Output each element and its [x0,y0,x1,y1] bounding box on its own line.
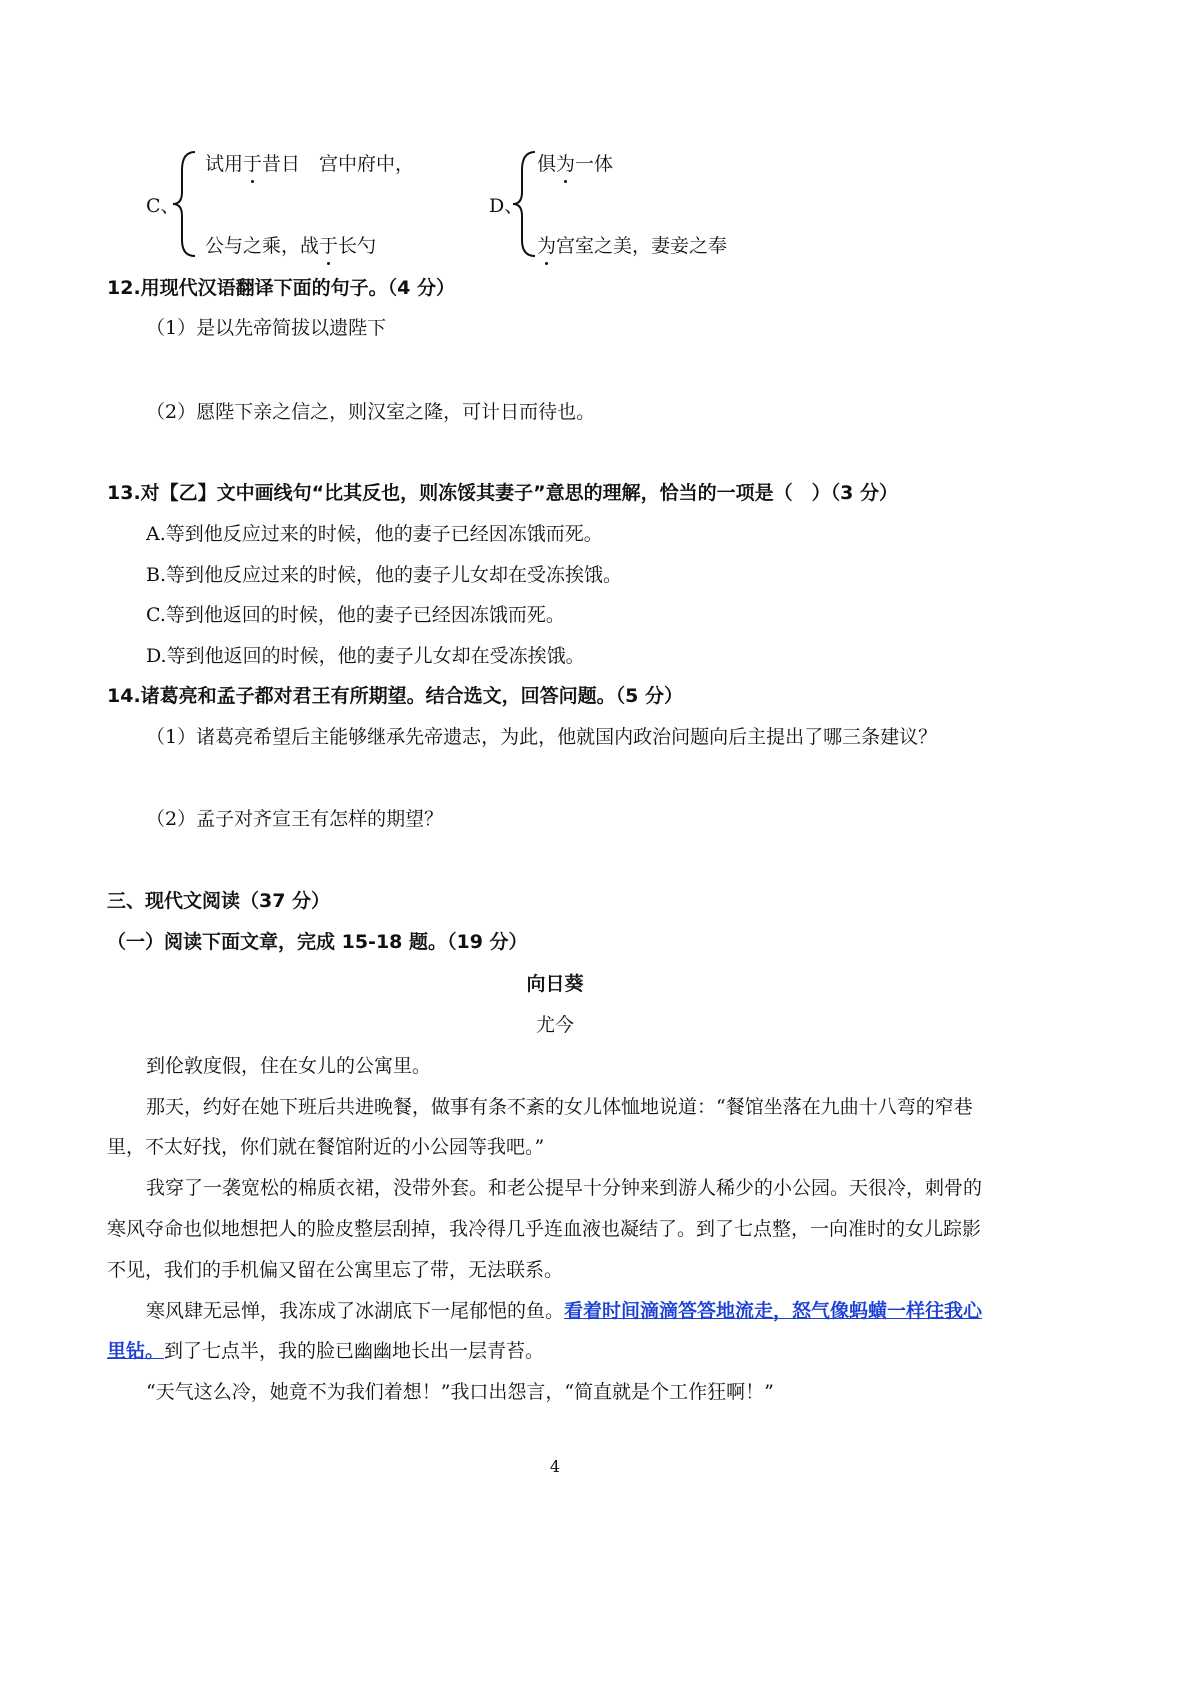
q14-item1: （1）诸葛亮希望后主能够继承先帝遗志，为此，他就国内政治问题向后主提出了哪三条建议？ [146,726,938,748]
q13-option-a: A.等到他反应过来的时候，他的妻子已经因冻饿而死。 [146,523,603,545]
q14-item2: （2）孟子对齐宣王有怎样的期望？ [146,808,444,830]
option-d-line2: 为宫室之美，妻妾之奉 [537,231,727,258]
q13-option-d: D.等到他返回的时候，他的妻子儿女却在受冻挨饿。 [146,645,585,667]
brace-d [510,150,540,260]
option-c-label: C、 [146,195,180,217]
brace-c [170,150,200,260]
q13-title: 13.对【乙】文中画线句“比其反也，则冻馁其妻子”意思的理解，恰当的一项是（ ）（3 分） [107,482,898,504]
key-char: 于 [319,231,338,258]
article-paragraph: 里钻。到了七点半，我的脸已幽幽地长出一层青苔。 [107,1340,545,1362]
q12-title: 12.用现代汉语翻译下面的句子。（4 分） [107,277,455,299]
page-number: 4 [549,1457,561,1476]
underlined-sentence: 看着时间滴滴答答地流走，怒气像蚂蟥一样往我心 [564,1300,983,1322]
article-author: 尤今 [535,1014,574,1036]
article-paragraph: 寒风肆无忌惮，我冻成了冰湖底下一尾郁悒的鱼。看着时间滴滴答答地流走，怒气像蚂蟥一样往我心 [146,1300,983,1322]
article-paragraph: 寒风夺命也似地想把人的脸皮整层刮掉，我冷得几乎连血液也凝结了。到了七点整，一向准时的女儿踪影 [107,1218,982,1240]
option-c-line1: 试用于昔日 宫中府中， [205,149,414,176]
option-d-label: D、 [489,195,524,217]
article-paragraph: 不见，我们的手机偏又留在公寓里忘了带，无法联系。 [107,1259,564,1281]
article-paragraph: 里，不太好找，你们就在餐馆附近的小公园等我吧。” [107,1136,545,1158]
q12-item2: （2）愿陛下亲之信之，则汉室之隆，可计日而待也。 [146,401,596,423]
key-char: 为 [537,231,556,258]
option-c-line2: 公与之乘，战于长勺 [205,231,376,258]
option-d-line1: 俱为一体 [537,149,613,176]
q13-option-c: C.等到他返回的时候，他的妻子已经因冻饿而死。 [146,604,565,626]
section3-title: 三、现代文阅读（37 分） [107,890,331,912]
q12-item1: （1）是以先帝简拔以遗陛下 [146,317,387,339]
q14-title: 14.诸葛亮和孟子都对君王有所期望。结合选文，回答问题。（5 分） [107,685,683,707]
q13-option-b: B.等到他反应过来的时候，他的妻子儿女却在受冻挨饿。 [146,564,623,586]
key-char: 为 [556,149,575,176]
underlined-sentence: 里钻。 [107,1340,165,1362]
key-char: 于 [243,149,262,176]
article-paragraph: 那天，约好在她下班后共进晚餐，做事有条不紊的女儿体恤地说道：“餐馆坐落在九曲十八弯的窄巷 [146,1096,973,1118]
article-title: 向日葵 [526,973,584,995]
section3-sub1: （一）阅读下面文章，完成 15-18 题。（19 分） [107,931,528,953]
article-paragraph: 到伦敦度假，住在女儿的公寓里。 [146,1055,432,1077]
article-paragraph: 我穿了一袭宽松的棉质衣裙，没带外套。和老公提早十分钟来到游人稀少的小公园。天很冷，刺骨的 [146,1177,983,1199]
article-paragraph: “天气这么冷，她竟不为我们着想！”我口出怨言，“简直就是个工作狂啊！” [146,1381,774,1403]
